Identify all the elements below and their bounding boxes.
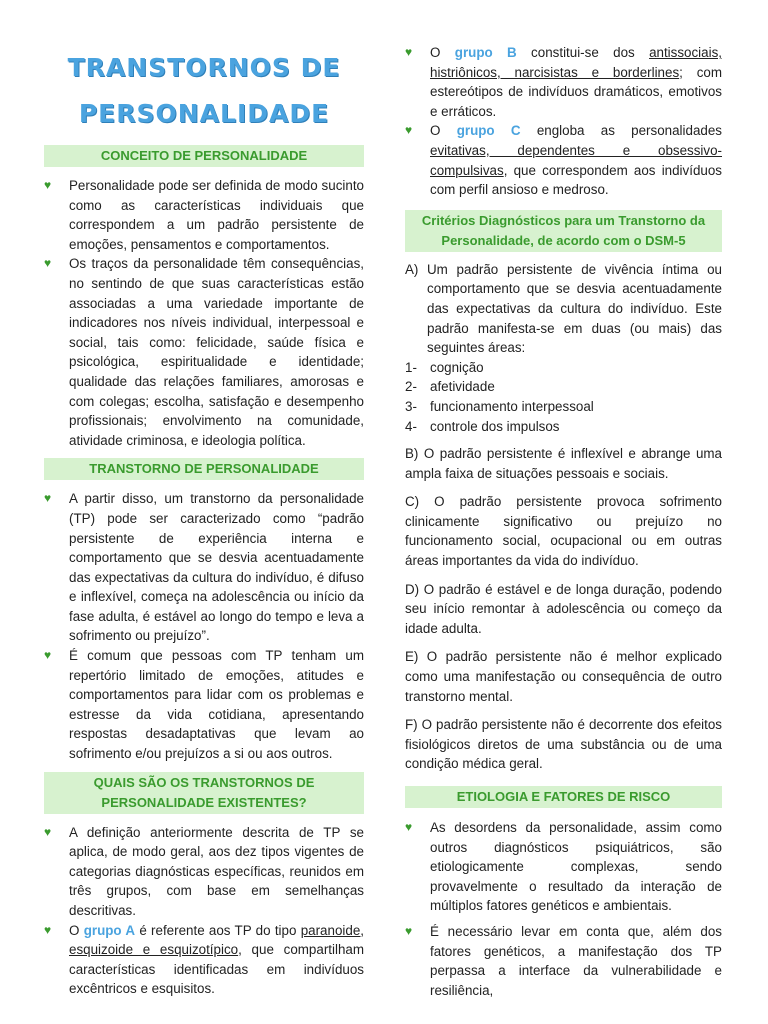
criterion-a: [405, 260, 722, 358]
list-item-text: É necessário levar em conta que, além dos fatores genéticos, a manifestação dos TP perpassa a interface da vulnerabilidade e resiliência,: [430, 923, 722, 998]
group-c-types: evitativas, dependentes e obsessivo-compulsivas: [430, 142, 722, 178]
criterion-f: F) O padrão persistente não é decorrente dos efeitos fisiológicos diretos de uma substância ou de uma condição médica geral.: [405, 717, 722, 772]
list-item-text: A definição anteriormente descrita de TP se aplica, de modo geral, aos dez tipos vigentes de categorias diagnósticas específicas, reunidos em três grupos, com base em semelhanças descritivas.: [69, 824, 364, 918]
heart-bullet-icon: ♥: [44, 178, 52, 192]
list-item-text: A partir disso, um transtorno da personalidade (TP) pode ser caracterizado como “padrão persistente de experiência interna e comportamento que se desvia acentuadamente das expectativas da cultura do indivíduo, é difuso e inflexível, começa na adolescência ou início da fase adulta, é estável ao longo do tempo e leva a sofrimento ou prejuízo”.: [69, 491, 364, 644]
list-conceito: [44, 176, 364, 450]
list-quais: [44, 823, 364, 999]
text-mid: engloba as personalidades: [520, 123, 722, 139]
group-b-label: grupo B: [454, 45, 517, 60]
list-item: [44, 646, 364, 764]
list-etiologia: [405, 818, 722, 1000]
list-item-grupo-c: [405, 121, 722, 199]
section-heading-conceito: CONCEITO DE PERSONALIDADE: [44, 145, 364, 167]
heart-bullet-icon: ♥: [44, 491, 52, 506]
heading-line-2: PERSONALIDADE EXISTENTES?: [101, 794, 307, 810]
list-item-text: Os traços da personalidade têm consequências, no sentindo de que suas características estão associadas a uma variedade importante de indicadores nos níveis individual, interpessoal e social, tais como: felicidade, saúde física e psicológica, espiritualidade e identidade; qualidade das relações familiares, amorosas e com colegas; escolha, satisfação e desempenho profissionais; envolvimento na comunidade, atividade criminosa, e ideologia política.: [69, 256, 364, 448]
page-title: [44, 45, 364, 137]
list-item: [44, 823, 364, 921]
text-post: , que compartilham características identificadas em indivíduos excêntricos e esquisitos.: [69, 942, 365, 997]
text-mid: constitui-se dos: [516, 45, 650, 60]
text-post: , que correspondem aos indivíduos com perfil ansioso e medroso.: [430, 162, 722, 198]
list-transtorno: [44, 489, 364, 763]
heart-bullet-icon: ♥: [44, 824, 52, 839]
heart-bullet-icon: ♥: [405, 923, 413, 938]
title-line-2: PERSONALIDADE: [78, 99, 330, 128]
section-heading-etiologia: ETIOLOGIA E FATORES DE RISCO: [405, 786, 722, 808]
area-number: 2-: [405, 379, 417, 395]
heading-line-2: Personalidade, de acordo com o DSM-5: [441, 232, 686, 248]
heart-bullet-icon: ♥: [405, 123, 413, 138]
criterion-a-text: Um padrão persistente de vivência íntima ou comportamento que se desvia acentuadamente das expectativas da cultura do indivíduo. Este padrão manifesta-se em duas (ou mais) das seguintes áreas:: [427, 261, 722, 356]
heart-bullet-icon: ♥: [44, 256, 52, 271]
group-a-label: grupo A: [83, 922, 136, 938]
list-item: [405, 358, 722, 378]
criterion-b: B) O padrão persistente é inflexível e abrange uma ampla faixa de situações pessoais e sociais.: [405, 446, 722, 481]
list-item-text: As desordens da personalidade, assim como outros diagnósticos psiquiátricos, são etiologicamente complexas, sendo provavelmente o resultado da interação de múltiplos fatores genéticos e ambientais.: [430, 820, 722, 914]
list-item: [405, 818, 722, 916]
list-item-text: Personalidade pode ser definida de modo sucinto como as características individuais que correspondem a um padrão persistente de emoções, pensamentos e comportamentos.: [69, 178, 364, 252]
text-mid: é referente aos TP do tipo: [135, 922, 301, 938]
list-item: [44, 254, 364, 450]
area-number: 1-: [405, 359, 417, 375]
group-c-label: grupo C: [456, 123, 521, 139]
left-column: [44, 0, 364, 999]
criterion-d: D) O padrão é estável e de longa duração, podendo seu início remontar à adolescência ou começo da idade adulta.: [405, 581, 722, 636]
group-a-types: paranoide, esquizoide e esquizotípico: [69, 922, 364, 958]
list-item: [405, 922, 722, 1000]
area-text: controle dos impulsos: [430, 418, 560, 434]
text-pre: O: [430, 123, 457, 139]
criterion-e: E) O padrão persistente não é melhor explicado como uma manifestação ou consequência de outro transtorno mental.: [405, 649, 722, 704]
criterion-c: C) O padrão persistente provoca sofrimento clinicamente significativo ou prejuízo no funcionamento social, ocupacional ou em outras áreas importantes da vida do indivíduo.: [405, 494, 722, 569]
heading-line-1: Critérios Diagnósticos para um Transtorno da: [421, 212, 706, 228]
heart-bullet-icon: ♥: [44, 922, 52, 937]
right-column: [405, 0, 722, 1000]
list-item-grupo-a: [44, 921, 364, 999]
text-post: ; com estereótipos de indivíduos dramáticos, emotivos e erráticos.: [430, 64, 722, 119]
text-pre: O: [69, 922, 84, 938]
group-b-types: antissociais, histriônicos, narcisistas e borderlines: [430, 45, 722, 80]
area-number: 3-: [405, 398, 417, 414]
heart-bullet-icon: ♥: [405, 820, 413, 834]
list-item: [405, 397, 722, 417]
section-heading-quais: [44, 772, 364, 814]
list-item: [405, 417, 722, 437]
area-number: 4-: [405, 418, 417, 434]
criterion-a-label: A): [405, 261, 419, 277]
list-item: [44, 176, 364, 254]
heading-line-1: QUAIS SÃO OS TRANSTORNOS DE: [93, 774, 315, 790]
list-grupos: [405, 43, 722, 200]
heart-bullet-icon: ♥: [405, 45, 413, 59]
area-text: funcionamento interpessoal: [430, 398, 594, 414]
criterion-a-areas: [405, 358, 722, 436]
text-pre: O: [430, 45, 455, 60]
list-item-grupo-b: [405, 43, 722, 121]
heart-bullet-icon: ♥: [44, 648, 52, 663]
section-heading-criterios: [405, 210, 722, 252]
area-text: cognição: [430, 359, 484, 375]
list-item: [405, 377, 722, 397]
list-item: [44, 489, 364, 646]
list-item-text: É comum que pessoas com TP tenham um repertório limitado de emoções, atitudes e comportamentos para lidar com os problemas e estresse da vida cotidiana, apresentando respostas desadaptativas que levam ao sofrimento e/ou prejuízos a si ou aos outros.: [69, 648, 364, 762]
area-text: afetividade: [430, 379, 495, 395]
section-heading-transtorno: TRANSTORNO DE PERSONALIDADE: [44, 458, 364, 480]
title-line-1: TRANSTORNOS DE: [67, 53, 341, 82]
